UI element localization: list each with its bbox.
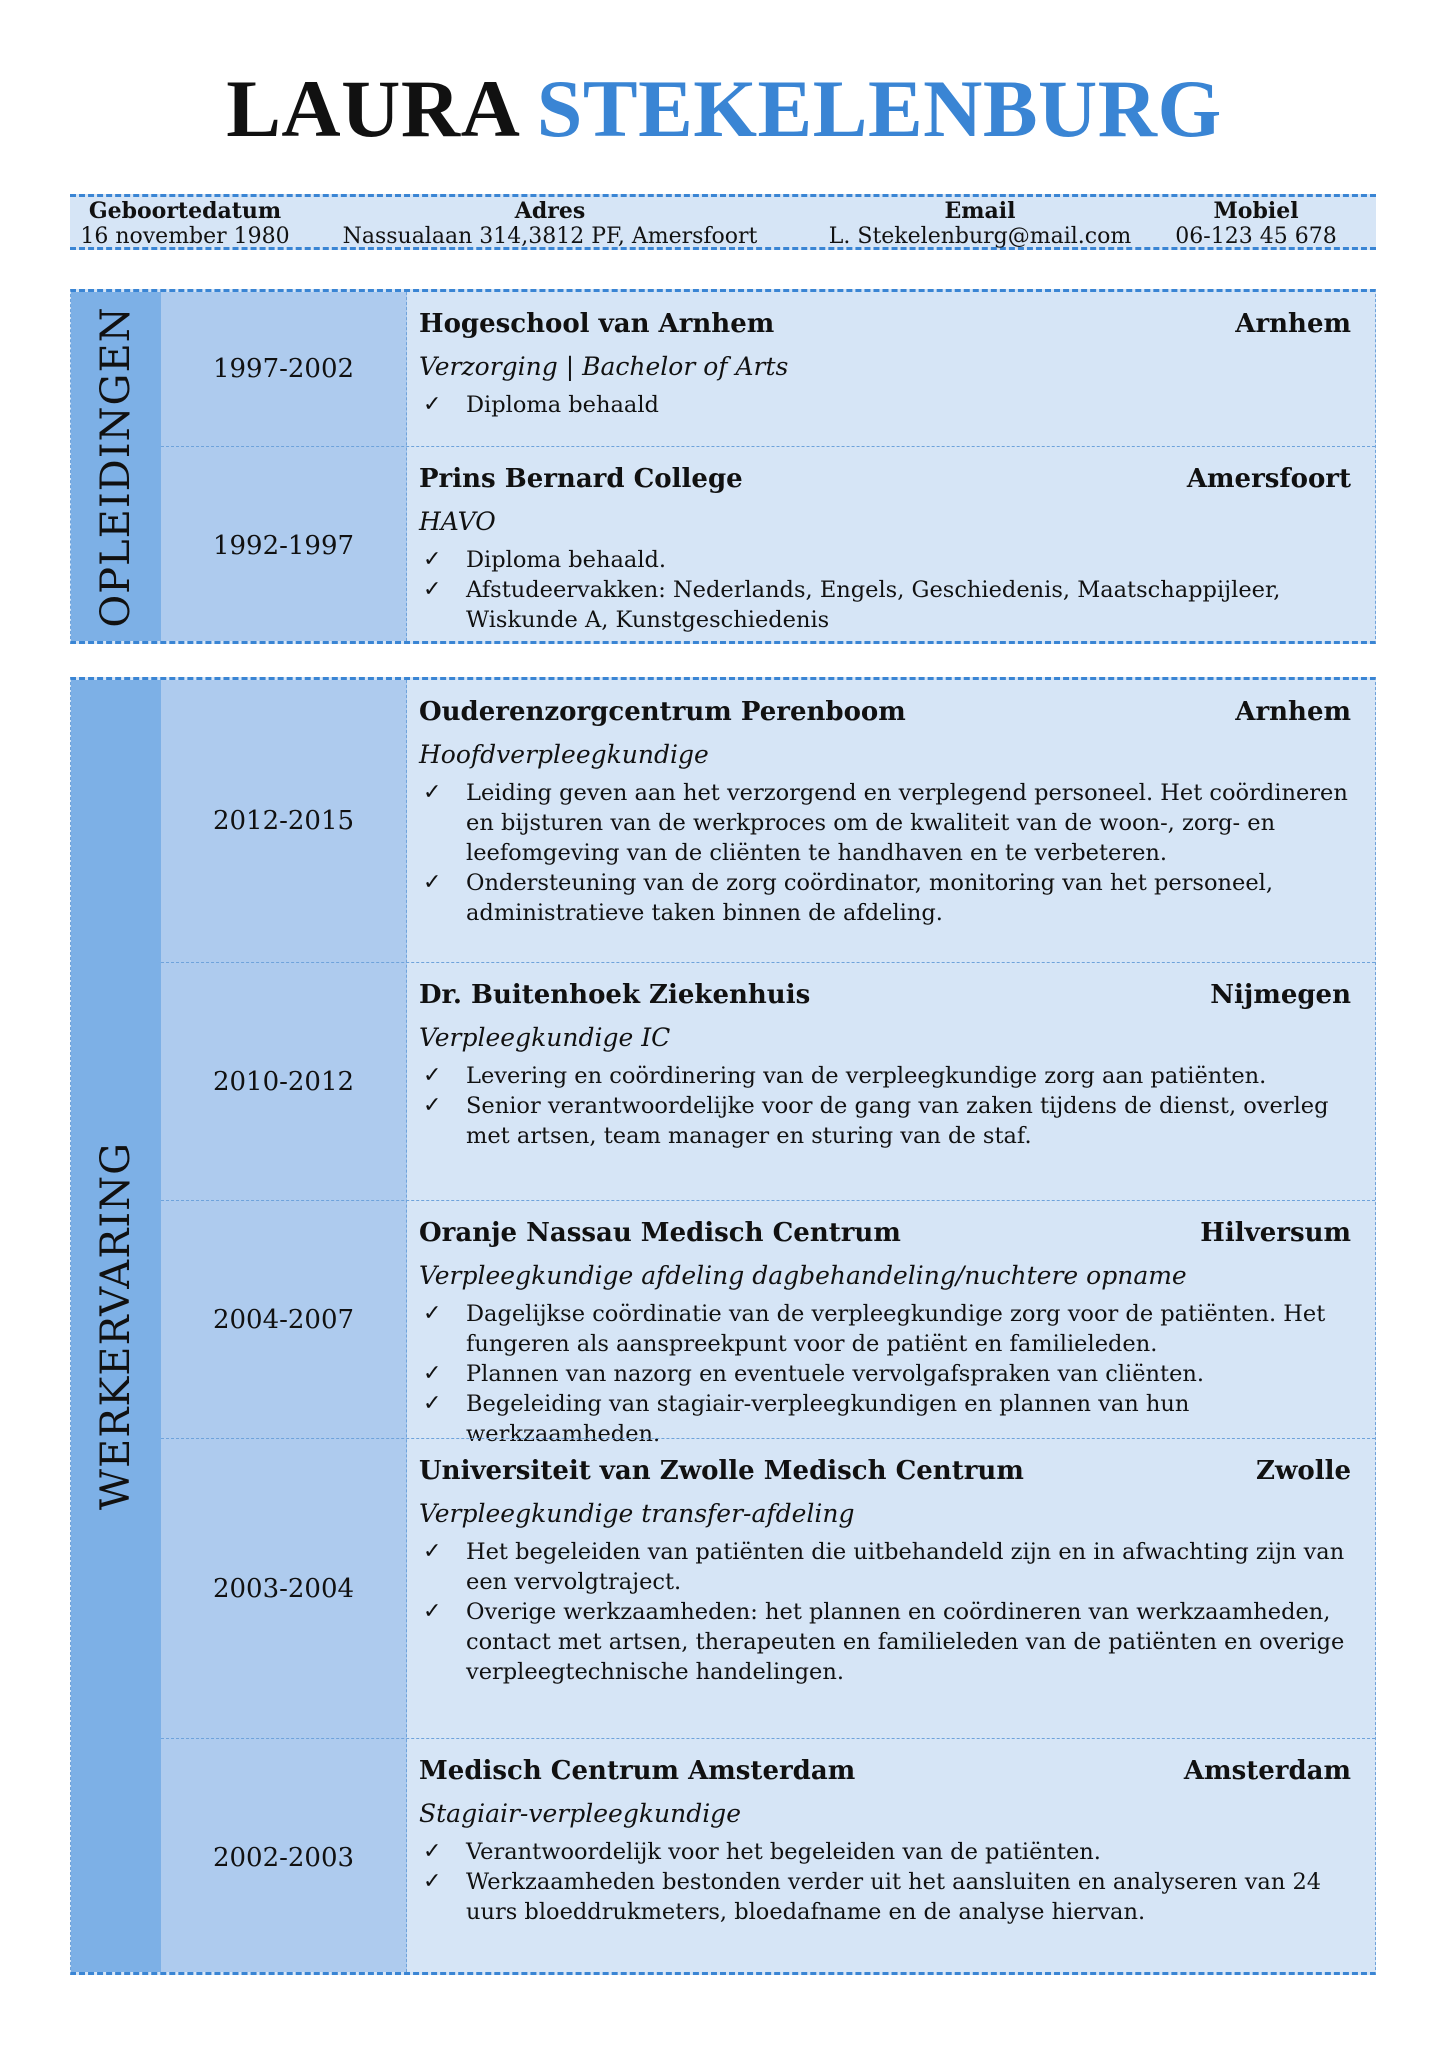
experience-entry — [161, 1738, 1375, 1976]
entry-content — [419, 1453, 1351, 1687]
entry-role: Verpleegkundige transfer-afdeling — [419, 1499, 855, 1528]
entry-org: Dr. Buitenhoek Ziekenhuis — [419, 980, 811, 1010]
entry-content — [419, 977, 1351, 1151]
entry-years: 2003-2004 — [212, 1574, 355, 1604]
contact-mobile — [1156, 199, 1356, 249]
education-entry — [161, 292, 1375, 446]
contact-label: Email — [944, 198, 1016, 224]
entry-role: Hoofdverpleegkundige — [419, 740, 709, 769]
entry-role: Verzorging | Bachelor of Arts — [419, 352, 789, 381]
list-item: ✓ Begeleiding van stagiair-verpleegkundigen en plannen van hun werkzaamheden. — [419, 1389, 1351, 1449]
entry-content — [419, 694, 1351, 928]
education-section — [70, 289, 1376, 644]
entry-years: 2010-2012 — [212, 1067, 355, 1097]
list-item: ✓ Senior verantwoordelijke voor de gang van zaken tijdens de dienst, overleg met artsen, team manager en sturing van de staf. — [419, 1091, 1351, 1151]
entry-role: HAVO — [419, 507, 496, 536]
entry-years: 1992-1997 — [212, 531, 355, 561]
list-item: ✓ Werkzaamheden bestonden verder uit het aansluiten en analyseren van 24 uurs bloeddrukmeters, bloedafname en de analyse hiervan. — [419, 1867, 1351, 1927]
entry-bullets — [419, 1061, 1351, 1151]
entry-years: 2012-2015 — [212, 806, 355, 836]
entry-content — [419, 306, 1351, 420]
entry-city: Amsterdam — [1183, 1756, 1351, 1786]
last-name: STEKELENBURG — [536, 63, 1222, 154]
list-item: ✓ Diploma behaald — [419, 390, 1351, 420]
list-item: ✓ Plannen van nazorg en eventuele vervolgafspraken van cliënten. — [419, 1359, 1351, 1389]
list-item: ✓ Afstudeervakken: Nederlands, Engels, Geschiedenis, Maatschappijleer, Wiskunde A, Kunstgeschiedenis — [419, 575, 1351, 635]
entry-bullets — [419, 545, 1351, 635]
entry-bullets — [419, 778, 1351, 928]
contact-label: Adres — [514, 198, 586, 224]
entry-city: Zwolle — [1256, 1456, 1351, 1486]
entry-org: Ouderenzorgcentrum Perenboom — [419, 697, 906, 727]
contact-address — [340, 199, 760, 249]
entry-content — [419, 461, 1351, 635]
entry-city: Arnhem — [1235, 309, 1351, 339]
entry-years: 1997-2002 — [212, 354, 355, 384]
list-item: ✓ Diploma behaald. — [419, 545, 1351, 575]
entry-role: Stagiair-verpleegkundige — [419, 1799, 741, 1828]
entry-bullets — [419, 1537, 1351, 1687]
list-item: ✓ Levering en coördinering van de verpleegkundige zorg aan patiënten. — [419, 1061, 1351, 1091]
first-name: LAURA — [226, 63, 516, 154]
list-item: ✓ Leiding geven aan het verzorgend en verplegend personeel. Het coördineren en bijsturen van de werkproces om de kwaliteit van de woon-, zorg- en leefomgeving van de cliënten te handhaven en te verbeteren. — [419, 778, 1351, 868]
contact-bar — [70, 194, 1376, 250]
entry-city: Nijmegen — [1210, 980, 1351, 1010]
entry-bullets — [419, 1299, 1351, 1449]
entry-role: Verpleegkundige IC — [419, 1023, 671, 1052]
contact-value: 06-123 45 678 — [1175, 224, 1337, 249]
contact-birthdate — [70, 199, 300, 249]
contact-value: 16 november 1980 — [80, 224, 290, 249]
entry-org: Oranje Nassau Medisch Centrum — [419, 1218, 901, 1248]
entry-city: Amersfoort — [1186, 464, 1351, 494]
contact-label: Geboortedatum — [88, 198, 282, 224]
entry-role: Verpleegkundige afdeling dagbehandeling/nuchtere opname — [419, 1261, 1187, 1290]
entry-content — [419, 1215, 1351, 1449]
contact-value: L. Stekelenburg@mail.com — [828, 224, 1132, 249]
entry-city: Arnhem — [1235, 697, 1351, 727]
experience-sidebar — [71, 680, 162, 1972]
section-title: OPLEIDINGEN — [93, 305, 139, 628]
entry-org: Universiteit van Zwolle Medisch Centrum — [419, 1456, 1024, 1486]
section-title: WERKERVARING — [93, 1141, 139, 1511]
entry-city: Hilversum — [1200, 1218, 1351, 1248]
entry-content — [419, 1753, 1351, 1927]
experience-section — [70, 677, 1376, 1975]
entry-bullets — [419, 1837, 1351, 1927]
education-entry — [161, 446, 1375, 645]
contact-label: Mobiel — [1213, 198, 1299, 224]
education-sidebar — [71, 292, 162, 641]
list-item: ✓ Overige werkzaamheden: het plannen en coördineren van werkzaamheden, contact met artsen, therapeuten en familieleden van de patiënten en overige verpleegtechnische handelingen. — [419, 1597, 1351, 1687]
list-item: ✓ Ondersteuning van de zorg coördinator, monitoring van het personeel, administratieve taken binnen de afdeling. — [419, 868, 1351, 928]
experience-entry — [161, 1438, 1375, 1739]
experience-entry — [161, 680, 1375, 962]
candidate-name — [0, 63, 1448, 154]
list-item: ✓ Het begeleiden van patiënten die uitbehandeld zijn en in afwachting zijn van een vervolgtraject. — [419, 1537, 1351, 1597]
entry-bullets — [419, 390, 1351, 420]
entry-org: Medisch Centrum Amsterdam — [419, 1756, 856, 1786]
entry-years: 2004-2007 — [212, 1305, 355, 1335]
contact-email — [810, 199, 1150, 249]
experience-entry — [161, 962, 1375, 1201]
entry-org: Hogeschool van Arnhem — [419, 309, 775, 339]
experience-entry — [161, 1200, 1375, 1447]
entry-years: 2002-2003 — [212, 1842, 355, 1873]
list-item: ✓ Verantwoordelijk voor het begeleiden van de patiënten. — [419, 1837, 1351, 1867]
list-item: ✓ Dagelijkse coördinatie van de verpleegkundige zorg voor de patiënten. Het fungeren als aanspreekpunt voor de patiënt en familieleden. — [419, 1299, 1351, 1359]
contact-value: Nassualaan 314,3812 PF, Amersfoort — [342, 224, 758, 249]
entry-org: Prins Bernard College — [419, 464, 743, 494]
